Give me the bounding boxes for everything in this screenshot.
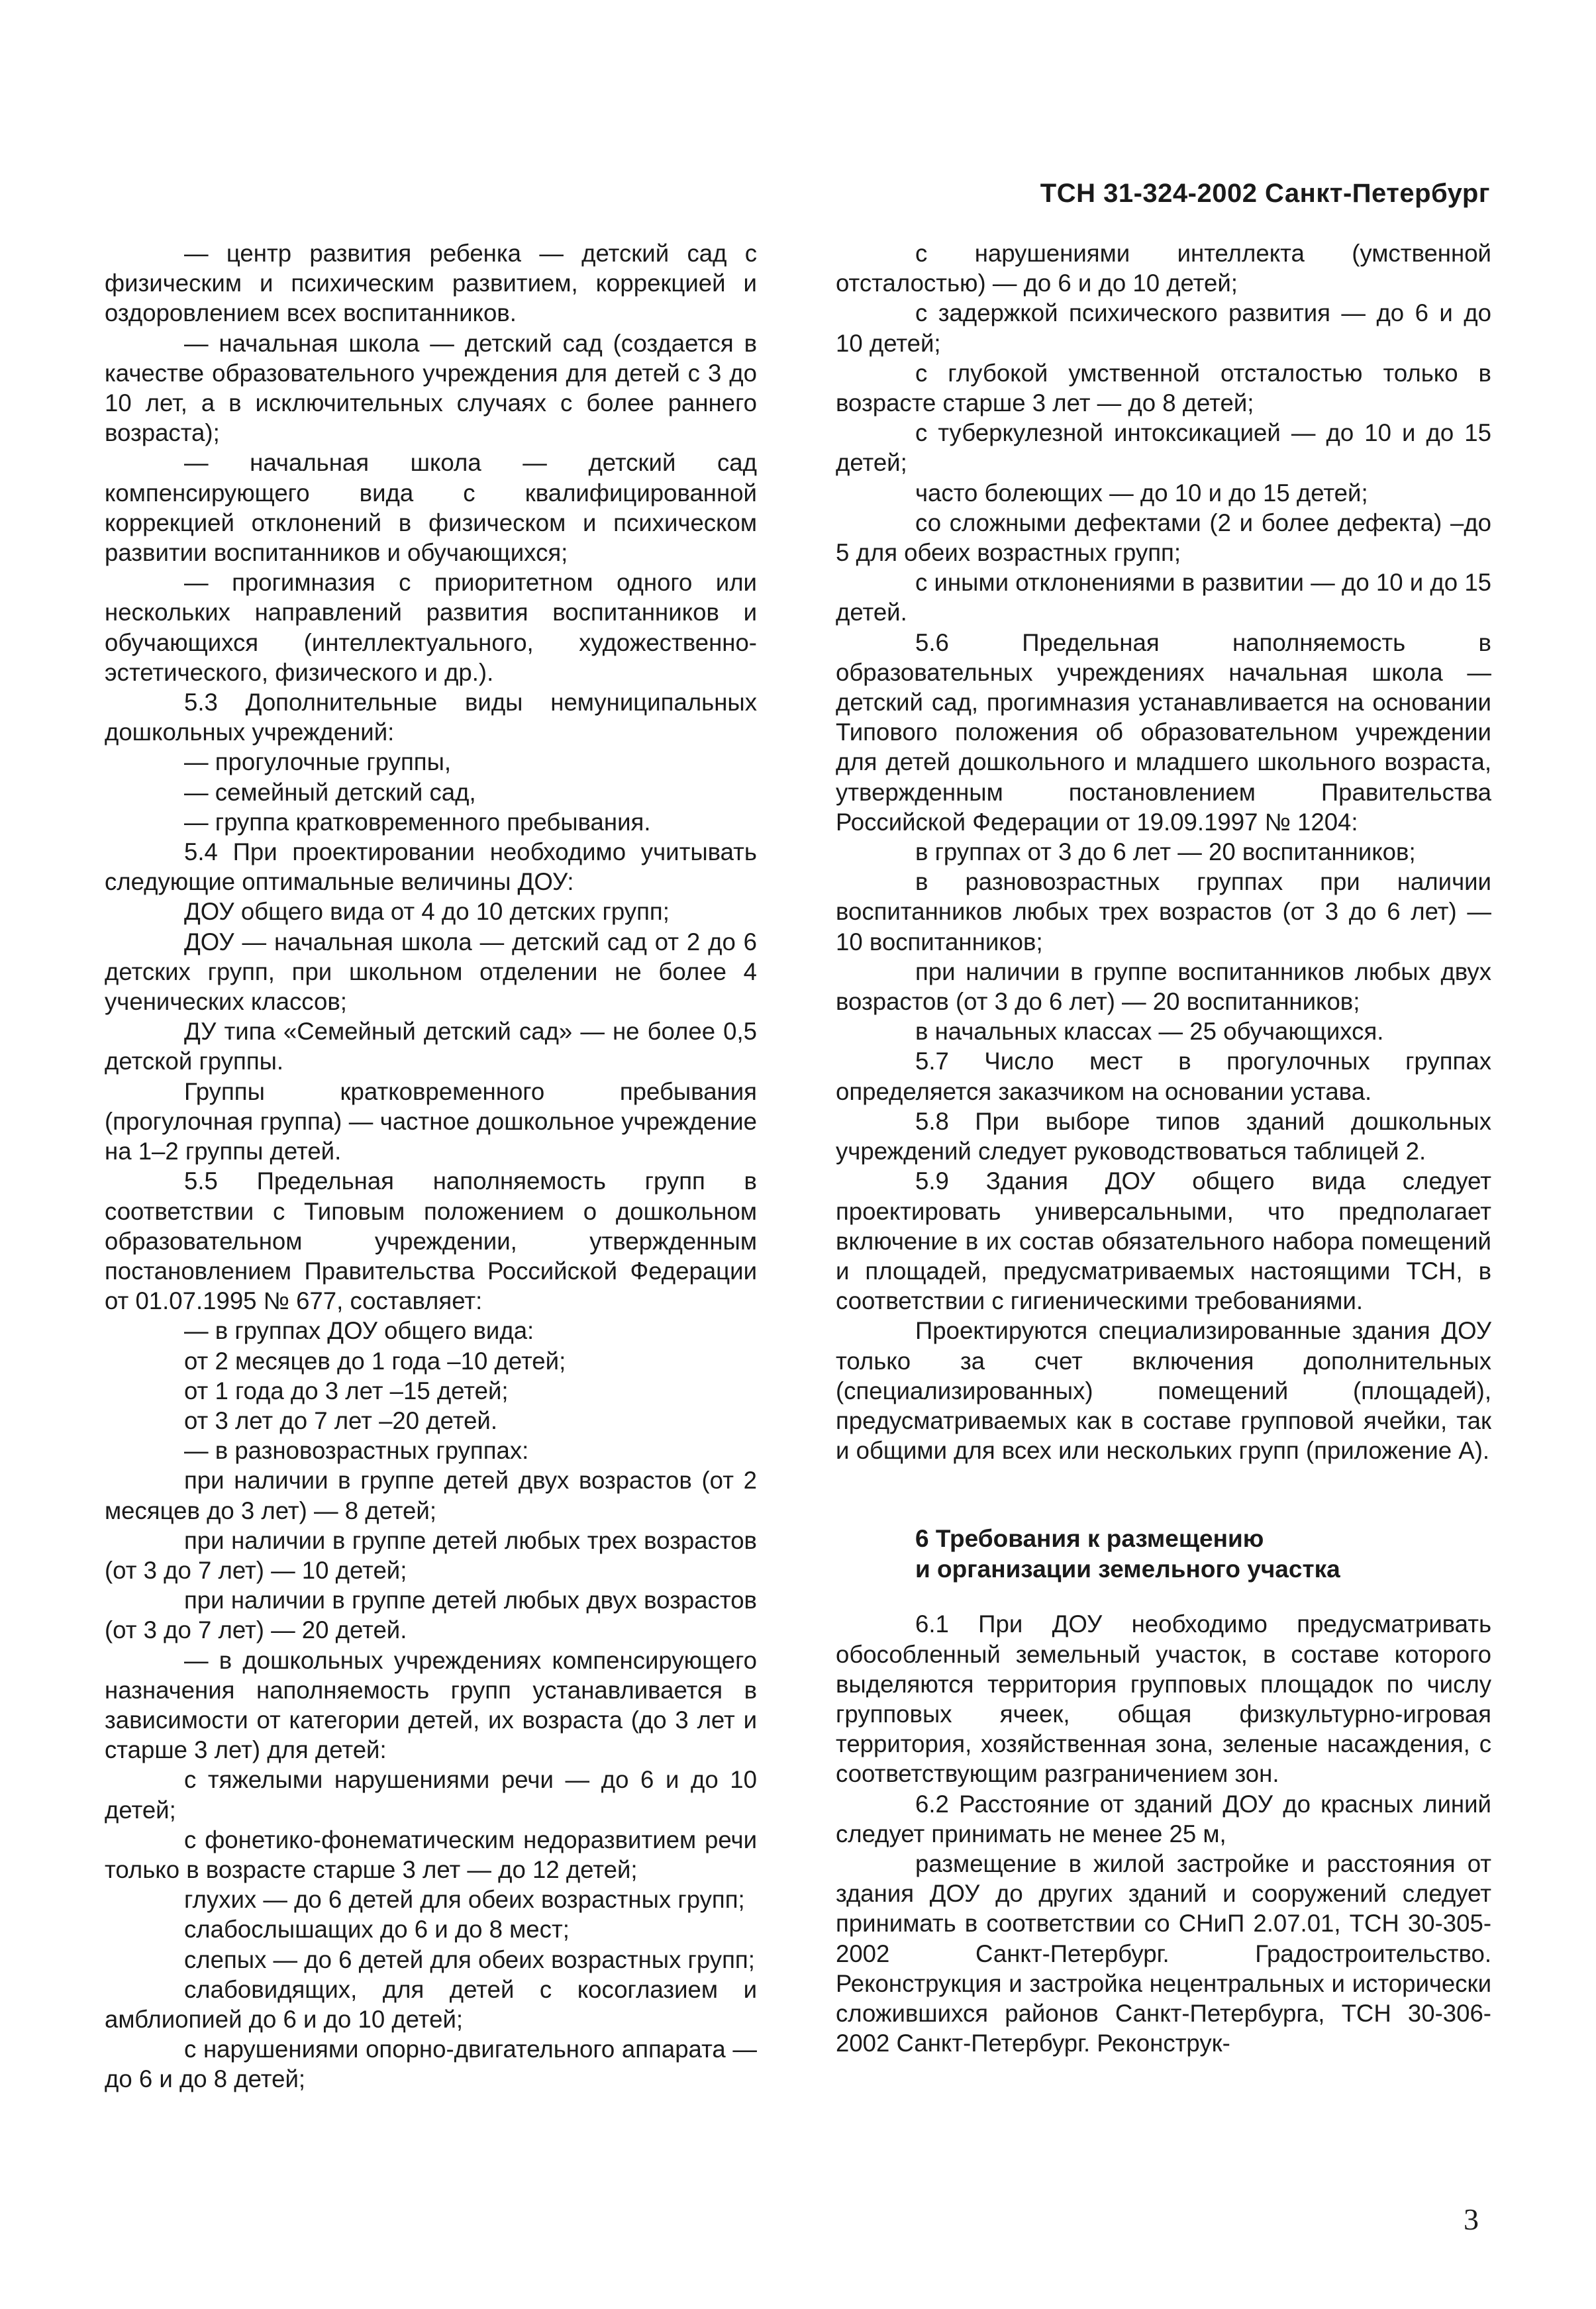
paragraph: слепых — до 6 детей для обеих возрастных групп; xyxy=(184,1945,755,1973)
paragraph: с туберкулезной интоксикацией — до 10 и до 15 детей; xyxy=(836,419,1491,477)
paragraph: с задержкой психического развития — до 6 и до 10 детей; xyxy=(836,299,1491,357)
paragraph: глухих — до 6 детей для обеих возрастных групп; xyxy=(184,1886,745,1914)
right-column xyxy=(836,238,1491,2058)
right-column-bottom xyxy=(836,1609,1491,2058)
paragraph: при наличии в группе воспитанников любых двух возрастов (от 3 до 6 лет) — 20 воспитанников; xyxy=(836,958,1491,1016)
paragraph: с нарушениями интеллекта (умственной отсталостью) — до 6 и до 10 детей; xyxy=(836,240,1491,297)
paragraph: 5.5 Предельная наполняемость групп в соответствии с Типовым положением о дошкольном образовательном учреждении, утвержденным постановлением Правительства Российской Федерации от 01.07.1995 № 677, составляет: xyxy=(105,1167,757,1315)
section-spacer xyxy=(836,1584,1491,1609)
paragraph: от 1 года до 3 лет –15 детей; xyxy=(184,1377,509,1404)
page-number: 3 xyxy=(1464,2202,1479,2236)
paragraph: с фонетико-фонематическим недоразвитием речи только в возрасте старше 3 лет — до 12 детей; xyxy=(105,1826,757,1883)
paragraph: Проектируются специализированные здания ДОУ только за счет включения дополнительных (специализированных) помещений (площадей), предусматриваемых как в составе групповой ячейки, так и общими для всех или нескольких групп (приложение А). xyxy=(836,1317,1491,1465)
paragraph: — центр развития ребенка — детский сад с физическим и психическим развитием, коррекцией и оздоровлением всех воспитанников. xyxy=(105,240,757,327)
paragraph: 5.3 Дополнительные виды немуниципальных дошкольных учреждений: xyxy=(105,689,757,746)
paragraph: часто болеющих — до 10 и до 15 детей; xyxy=(915,479,1368,507)
paragraph: 5.4 При проектировании необходимо учитывать следующие оптимальные величины ДОУ: xyxy=(105,838,757,896)
paragraph: с иными отклонениями в развитии — до 10 и до 15 детей. xyxy=(836,569,1491,626)
paragraph: ДОУ общего вида от 4 до 10 детских групп; xyxy=(184,898,670,926)
paragraph: в разновозрастных группах при наличии воспитанников любых трех возрастов (от 3 до 6 лет) — 10 воспитанников; xyxy=(836,868,1491,956)
paragraph: с нарушениями опорно-двигательного аппарата — до 6 и до 8 детей; xyxy=(105,2036,757,2093)
paragraph: 5.7 Число мест в прогулочных группах определяется заказчиком на основании устава. xyxy=(836,1048,1491,1105)
paragraph: 5.9 Здания ДОУ общего вида следует проектировать универсальными, что предполагает включение в их состав обязательного набора помещений и площадей, предусматриваемых настоящими ТСН, в соответствии с гигиеническими требованиями. xyxy=(836,1167,1491,1315)
paragraph: от 3 лет до 7 лет –20 детей. xyxy=(184,1406,498,1434)
paragraph: при наличии в группе детей любых двух возрастов (от 3 до 7 лет) — 20 детей. xyxy=(105,1587,757,1644)
paragraph: — начальная школа — детский сад (создается в качестве образовательного учреждения для детей с 3 до 10 лет, а в исключительных случаях с более раннего возраста); xyxy=(105,329,757,447)
section-heading xyxy=(915,1524,1491,1584)
paragraph: от 2 месяцев до 1 года –10 детей; xyxy=(184,1347,566,1375)
paragraph: ДУ типа «Семейный детский сад» — не более 0,5 детской группы. xyxy=(105,1018,757,1075)
paragraph: 5.6 Предельная наполняемость в образовательных учреждениях начальная школа — детский сад, прогимназия устанавливается на основании Типового положения об образовательном учреждении для детей дошкольного и младшего школьного возраста, утвержденным постановлением Правительства Российской Федерации от 19.09.1997 № 1204: xyxy=(836,628,1491,836)
paragraph: — в разновозрастных группах: xyxy=(184,1437,529,1465)
paragraph: — начальная школа — детский сад компенсирующего вида с квалифицированной коррекцией отклонений в физическом и психическом развитии воспитанников и обучающихся; xyxy=(105,449,757,567)
paragraph: слабослышащих до 6 и до 8 мест; xyxy=(184,1916,570,1943)
paragraph: — в группах ДОУ общего вида: xyxy=(184,1317,534,1345)
paragraph: — в дошкольных учреждениях компенсирующего назначения наполняемость групп устанавливается в зависимости от категории детей, их возраста (до 3 лет и старше 3 лет) для детей: xyxy=(105,1646,757,1764)
paragraph: с тяжелыми нарушениями речи — до 6 и до 10 детей; xyxy=(105,1766,757,1824)
section-heading-line-2: и организации земельного участка xyxy=(915,1555,1340,1583)
paragraph: со сложными дефектами (2 и более дефекта) –до 5 для обеих возрастных групп; xyxy=(836,509,1491,567)
paragraph: слабовидящих, для детей с косоглазием и амблиопией до 6 и до 10 детей; xyxy=(105,1975,757,2033)
paragraph: — группа кратковременного пребывания. xyxy=(184,808,651,836)
left-column xyxy=(105,238,757,2094)
paragraph: с глубокой умственной отсталостью только в возрасте старше 3 лет — до 8 детей; xyxy=(836,359,1491,417)
paragraph: при наличии в группе детей двух возрастов (от 2 месяцев до 3 лет) — 8 детей; xyxy=(105,1467,757,1524)
paragraph: при наличии в группе детей любых трех возрастов (от 3 до 7 лет) — 10 детей; xyxy=(105,1526,757,1584)
section-heading-line-1: 6 Требования к размещению xyxy=(915,1525,1264,1553)
paragraph: 5.8 При выборе типов зданий дошкольных учреждений следует руководствоваться таблицей 2. xyxy=(836,1107,1491,1165)
document-header: ТСН 31-324-2002 Санкт-Петербург xyxy=(1040,179,1490,208)
paragraph: размещение в жилой застройке и расстояния от здания ДОУ до других зданий и сооружений следует принимать в соответствии со СНиП 2.07.01, ТСН 30-305-2002 Санкт-Петербург. Градостроительство. Реконструкция и застройка нецентральных и исторически сложившихся районов Санкт-Петербурга, ТСН 30-306-2002 Санкт-Петербург. Реконструк- xyxy=(836,1849,1491,2057)
paragraph: — прогимназия с приоритетном одного или нескольких направлений развития воспитанников и обучающихся (интеллектуального, художественно-эстетического, физического и др.). xyxy=(105,569,757,686)
paragraph: 6.1 При ДОУ необходимо предусматривать обособленный земельный участок, в составе которого выделяются территория групповых площадок по числу групповых ячеек, общая физкультурно-игровая территория, хозяйственная зона, зеленые насаждения, с соответствующим разграничением зон. xyxy=(836,1610,1491,1788)
paragraph: в начальных классах — 25 обучающихся. xyxy=(915,1018,1384,1046)
paragraph: — прогулочные группы, xyxy=(184,748,452,776)
right-column-top xyxy=(836,238,1491,1465)
paragraph: — семейный детский сад, xyxy=(184,778,476,806)
paragraph: Группы кратковременного пребывания (прогулочная группа) — частное дошкольное учреждение на 1–2 группы детей. xyxy=(105,1077,757,1165)
paragraph: 6.2 Расстояние от зданий ДОУ до красных линий следует принимать не менее 25 м, xyxy=(836,1790,1491,1847)
paragraph: в группах от 3 до 6 лет — 20 воспитанников; xyxy=(915,838,1416,866)
paragraph: ДОУ — начальная школа — детский сад от 2 до 6 детских групп, при школьном отделении не более 4 ученических классов; xyxy=(105,928,757,1016)
